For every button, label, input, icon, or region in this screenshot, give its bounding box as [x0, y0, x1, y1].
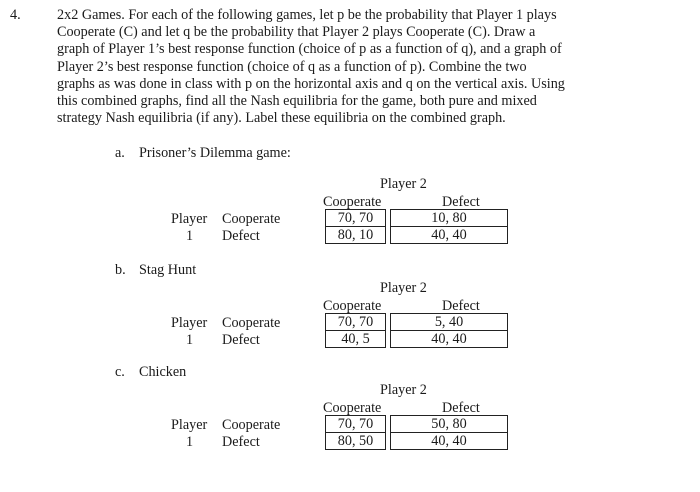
problem-line: 2x2 Games. For each of the following games, let p be the probability that Player 1 plays	[57, 7, 557, 23]
game-a	[0, 176, 700, 286]
game-b	[0, 280, 700, 390]
payoff-cell: 40, 40	[391, 227, 508, 244]
row-label-defect: Defect	[222, 332, 260, 348]
part-b-heading	[115, 262, 196, 279]
payoff-matrix	[325, 415, 508, 450]
row-label-defect: Defect	[222, 434, 260, 450]
payoff-matrix	[325, 209, 508, 244]
player1-label: Player	[171, 315, 208, 331]
payoff-cell: 5, 40	[391, 314, 508, 331]
part-letter: a.	[115, 145, 125, 161]
problem-line: strategy Nash equilibria (if any). Label these equilibria on the combined graph.	[57, 110, 506, 127]
problem-line: Cooperate (C) and let q be the probability that Player 2 plays Cooperate (C). Draw a	[57, 24, 536, 41]
part-title: Stag Hunt	[139, 262, 197, 278]
part-letter: c.	[115, 364, 125, 380]
payoff-cell: 40, 40	[391, 433, 508, 450]
row-label-defect: Defect	[222, 228, 260, 244]
player1-number: 1	[186, 434, 194, 450]
row-label-cooperate: Cooperate	[222, 211, 281, 227]
player1-label: Player	[171, 417, 208, 433]
col-header-cooperate: Cooperate	[323, 400, 382, 416]
payoff-row	[326, 416, 508, 433]
player1-number: 1	[186, 228, 194, 244]
payoff-row	[326, 331, 508, 348]
col-header-defect: Defect	[442, 194, 480, 210]
row-label-cooperate: Cooperate	[222, 315, 281, 331]
col-header-defect: Defect	[442, 400, 480, 416]
part-title: Prisoner’s Dilemma game:	[139, 145, 291, 161]
col-header-defect: Defect	[442, 298, 480, 314]
part-letter: b.	[115, 262, 126, 278]
player1-label: Player	[171, 211, 208, 227]
player1-number: 1	[186, 332, 194, 348]
part-c-heading	[115, 364, 186, 381]
payoff-cell: 70, 70	[326, 416, 386, 433]
col-header-cooperate: Cooperate	[323, 194, 382, 210]
problem-statement	[10, 7, 687, 127]
payoff-row	[326, 227, 508, 244]
payoff-cell: 40, 5	[326, 331, 386, 348]
payoff-cell: 10, 80	[391, 210, 508, 227]
payoff-cell: 40, 40	[391, 331, 508, 348]
player2-label: Player 2	[380, 176, 427, 192]
problem-line: Player 2’s best response function (choice of q as a function of p). Combine the two	[57, 58, 527, 75]
payoff-row	[326, 210, 508, 227]
part-a-heading	[115, 145, 291, 162]
payoff-matrix	[325, 313, 508, 348]
payoff-row	[326, 314, 508, 331]
payoff-row	[326, 433, 508, 450]
payoff-cell: 70, 70	[326, 314, 386, 331]
payoff-cell: 50, 80	[391, 416, 508, 433]
part-title: Chicken	[139, 364, 187, 380]
payoff-cell: 80, 50	[326, 433, 386, 450]
problem-line: graphs as was done in class with p on the horizontal axis and q on the vertical axis. Using	[57, 75, 565, 92]
problem-line: graph of Player 1’s best response function (choice of p as a function of q), and a graph of	[57, 41, 562, 58]
payoff-cell: 70, 70	[326, 210, 386, 227]
row-label-cooperate: Cooperate	[222, 417, 281, 433]
game-c	[0, 382, 700, 492]
col-header-cooperate: Cooperate	[323, 298, 382, 314]
problem-number: 4.	[10, 7, 21, 23]
problem-line: this combined graphs, find all the Nash equilibria for the game, both pure and mixed	[57, 93, 537, 110]
player2-label: Player 2	[380, 382, 427, 398]
payoff-cell: 80, 10	[326, 227, 386, 244]
player2-label: Player 2	[380, 280, 427, 296]
